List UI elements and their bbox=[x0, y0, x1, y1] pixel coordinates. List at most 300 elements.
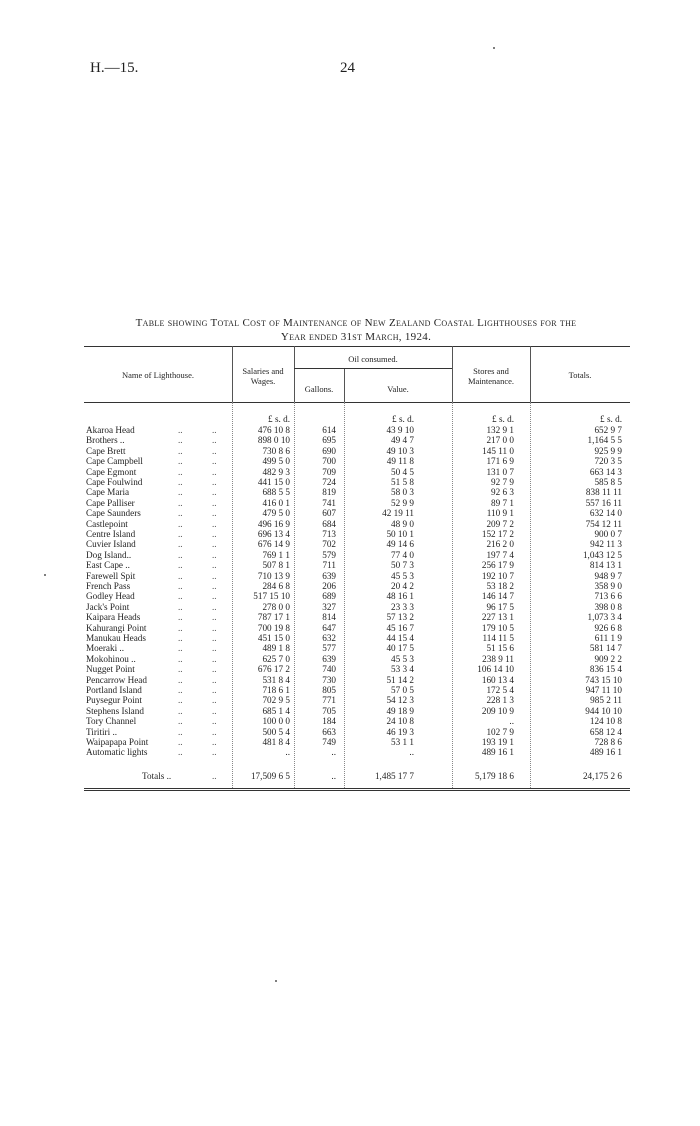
table-row bbox=[84, 426, 630, 435]
table-row bbox=[84, 665, 630, 674]
leader-dots: .. bbox=[178, 518, 183, 529]
lighthouse-name: Cape Campbell bbox=[86, 456, 143, 467]
lighthouse-name: Manukau Heads bbox=[86, 633, 146, 643]
stores-cell: 53 18 2 bbox=[486, 581, 514, 591]
value-cell: 49 4 7 bbox=[391, 435, 414, 446]
value-cell: 48 16 1 bbox=[386, 591, 414, 602]
leader-dots: .. bbox=[178, 549, 183, 560]
gallons-cell: 639 bbox=[322, 653, 336, 664]
leader-dots: .. bbox=[212, 633, 217, 643]
value-cell: 45 16 7 bbox=[386, 622, 414, 633]
units-value: £ s. d. bbox=[392, 414, 414, 424]
stores-cell: 171 6 9 bbox=[486, 456, 514, 467]
lighthouse-name: Automatic lights bbox=[86, 747, 148, 758]
stores-cell: 89 7 1 bbox=[491, 497, 514, 508]
units-stores: £ s. d. bbox=[492, 414, 514, 424]
stores-cell: 179 10 5 bbox=[481, 622, 514, 633]
lighthouse-name: Nugget Point bbox=[86, 664, 135, 675]
lighthouse-name: Cape Saunders bbox=[86, 508, 141, 519]
gallons-cell: 740 bbox=[322, 664, 336, 675]
leader-dots: .. bbox=[212, 445, 217, 456]
leader-dots: .. bbox=[178, 695, 183, 706]
leader-dots: .. bbox=[212, 716, 217, 727]
stray-mark bbox=[44, 574, 46, 576]
header-gallons: Gallons. bbox=[304, 384, 334, 394]
table-row bbox=[84, 551, 630, 560]
stores-cell: 110 9 1 bbox=[486, 508, 514, 519]
lighthouse-name: Jack's Point bbox=[86, 601, 130, 612]
value-cell: 53 3 4 bbox=[391, 664, 414, 675]
value-cell: 23 3 3 bbox=[391, 601, 414, 612]
totals-cell: 944 10 10 bbox=[585, 705, 622, 716]
stores-cell: 131 0 7 bbox=[486, 466, 514, 477]
salaries-cell: 898 0 10 bbox=[257, 435, 290, 446]
gallons-cell: 689 bbox=[322, 591, 336, 602]
table-caption bbox=[86, 316, 626, 344]
leader-dots: .. bbox=[212, 425, 217, 435]
gallons-cell: 741 bbox=[322, 497, 336, 508]
col-divider bbox=[232, 346, 233, 402]
leader-dots: .. bbox=[178, 508, 183, 519]
salaries-cell: 496 16 9 bbox=[257, 518, 290, 529]
table-row bbox=[84, 499, 630, 508]
gallons-cell: 819 bbox=[322, 487, 336, 498]
salaries-cell: 730 8 6 bbox=[262, 445, 290, 456]
totals-cell: 909 2 2 bbox=[594, 653, 622, 664]
header-name: Name of Lighthouse. bbox=[122, 370, 194, 380]
table-row bbox=[84, 603, 630, 612]
lighthouse-name: Cuvier Island bbox=[86, 539, 136, 550]
totals-cell: 585 8 5 bbox=[594, 477, 622, 487]
table-row bbox=[84, 488, 630, 497]
leader-dots: .. bbox=[178, 747, 183, 758]
leader-dots: .. bbox=[212, 466, 217, 477]
value-cell: 51 14 2 bbox=[386, 674, 414, 685]
gallons-cell: 327 bbox=[322, 601, 336, 612]
salaries-cell: 787 17 1 bbox=[257, 612, 290, 623]
stray-mark bbox=[275, 980, 277, 982]
lighthouse-name: Cape Brett bbox=[86, 445, 126, 456]
leader-dots: .. bbox=[178, 539, 183, 550]
lighthouse-name: Waipapapa Point bbox=[86, 737, 149, 747]
gallons-cell: 805 bbox=[322, 685, 336, 695]
stores-cell: 489 16 1 bbox=[481, 747, 514, 758]
salaries-cell: 688 5 5 bbox=[262, 487, 290, 498]
leader-dots: .. bbox=[212, 612, 217, 623]
gallons-cell: 184 bbox=[322, 716, 336, 727]
lighthouse-name: Godley Head bbox=[86, 591, 135, 602]
leader-dots: .. bbox=[212, 726, 217, 737]
value-cell: 46 19 3 bbox=[386, 726, 414, 737]
totals-cell: 754 12 11 bbox=[585, 518, 622, 529]
totals-cell: 836 15 4 bbox=[589, 664, 622, 675]
leader-dots: .. bbox=[178, 685, 183, 695]
gallons-cell: 730 bbox=[322, 674, 336, 685]
leader-dots: .. bbox=[178, 612, 183, 623]
oil-subheader-rule bbox=[294, 368, 452, 369]
stores-cell: 228 1 3 bbox=[486, 695, 514, 706]
lighthouse-name: Kahurangi Point bbox=[86, 622, 147, 633]
stores-cell: .. bbox=[509, 716, 514, 727]
stores-cell: 192 10 7 bbox=[481, 570, 514, 581]
salaries-cell: 441 15 0 bbox=[257, 477, 290, 487]
stores-cell: 92 6 3 bbox=[491, 487, 514, 498]
gallons-cell: 814 bbox=[322, 612, 336, 623]
totals-cell: 728 8 6 bbox=[594, 737, 622, 747]
gallons-cell: 711 bbox=[322, 560, 336, 571]
totals-cell: 720 3 5 bbox=[594, 456, 622, 467]
leader-dots: .. bbox=[212, 581, 217, 591]
gallons-cell: 206 bbox=[322, 581, 336, 591]
table-row bbox=[84, 436, 630, 445]
salaries-cell: 507 8 1 bbox=[262, 560, 290, 571]
stray-mark bbox=[493, 47, 495, 49]
totals-cell: 1,073 3 4 bbox=[587, 612, 622, 623]
table-row bbox=[84, 592, 630, 601]
leader-dots: .. bbox=[212, 529, 217, 539]
lighthouse-name: Tiritiri .. bbox=[86, 726, 118, 737]
salaries-cell: 489 1 8 bbox=[262, 643, 290, 654]
table-row bbox=[84, 696, 630, 705]
salaries-cell: 700 19 8 bbox=[257, 622, 290, 633]
leader-dots: .. bbox=[178, 622, 183, 633]
table-row bbox=[84, 644, 630, 653]
totals-value: 1,485 17 7 bbox=[374, 771, 414, 781]
gallons-cell: 705 bbox=[322, 705, 336, 716]
value-cell: 42 19 11 bbox=[382, 508, 414, 519]
table-row bbox=[84, 707, 630, 716]
salaries-cell: 284 6 8 bbox=[262, 581, 290, 591]
value-cell: 77 4 0 bbox=[391, 549, 414, 560]
totals-cell: 1,043 12 5 bbox=[582, 549, 622, 560]
units-salaries: £ s. d. bbox=[268, 414, 290, 424]
totals-cell: 658 12 4 bbox=[589, 726, 622, 737]
leader-dots: .. bbox=[178, 487, 183, 498]
value-cell: 54 12 3 bbox=[386, 695, 414, 706]
salaries-cell: 696 13 4 bbox=[257, 529, 290, 539]
totals-cell: 398 0 8 bbox=[594, 601, 622, 612]
totals-label: Totals .. bbox=[142, 771, 172, 781]
table-row bbox=[84, 447, 630, 456]
salaries-cell: 100 0 0 bbox=[262, 716, 290, 727]
table-row bbox=[84, 748, 630, 757]
table-row bbox=[84, 655, 630, 664]
stores-cell: 238 9 11 bbox=[482, 653, 514, 664]
totals-dots: .. bbox=[212, 771, 217, 781]
salaries-cell: 517 15 10 bbox=[253, 591, 290, 602]
leader-dots: .. bbox=[178, 601, 183, 612]
lighthouse-name: Centre Island bbox=[86, 529, 136, 539]
leader-dots: .. bbox=[178, 643, 183, 654]
totals-salaries: 17,509 6 5 bbox=[250, 771, 290, 781]
leader-dots: .. bbox=[212, 685, 217, 695]
leader-dots: .. bbox=[212, 737, 217, 747]
gallons-cell: 632 bbox=[322, 633, 336, 643]
leader-dots: .. bbox=[212, 497, 217, 508]
value-cell: 50 7 3 bbox=[391, 560, 414, 571]
totals-cell: 743 15 10 bbox=[585, 674, 622, 685]
value-cell: 50 10 1 bbox=[386, 529, 414, 539]
leader-dots: .. bbox=[212, 747, 217, 758]
header-value: Value. bbox=[387, 384, 409, 394]
lighthouse-name: Cape Foulwind bbox=[86, 477, 143, 487]
value-cell: 20 4 2 bbox=[391, 581, 414, 591]
value-cell: 51 5 8 bbox=[391, 477, 414, 487]
totals-cell: 124 10 8 bbox=[589, 716, 622, 727]
salaries-cell: 676 14 9 bbox=[257, 539, 290, 550]
leader-dots: .. bbox=[178, 726, 183, 737]
totals-cell: 489 16 1 bbox=[589, 747, 622, 758]
salaries-cell: 499 5 0 bbox=[262, 456, 290, 467]
leader-dots: .. bbox=[212, 518, 217, 529]
value-cell: 58 0 3 bbox=[391, 487, 414, 498]
stores-cell: 197 7 4 bbox=[486, 549, 514, 560]
table-row bbox=[84, 509, 630, 518]
totals-cell: 814 13 1 bbox=[589, 560, 622, 571]
value-cell: 24 10 8 bbox=[386, 716, 414, 727]
table-row bbox=[84, 561, 630, 570]
value-cell: .. bbox=[409, 747, 414, 758]
salaries-cell: 702 9 5 bbox=[262, 695, 290, 706]
lighthouse-name: East Cape .. bbox=[86, 560, 130, 571]
value-cell: 45 5 3 bbox=[391, 570, 414, 581]
table-row bbox=[84, 634, 630, 643]
leader-dots: .. bbox=[212, 435, 217, 446]
leader-dots: .. bbox=[178, 581, 183, 591]
value-cell: 45 5 3 bbox=[391, 653, 414, 664]
gallons-cell: 690 bbox=[322, 445, 336, 456]
leader-dots: .. bbox=[178, 529, 183, 539]
leader-dots: .. bbox=[212, 456, 217, 467]
gallons-cell: 577 bbox=[322, 643, 336, 654]
table-row bbox=[84, 468, 630, 477]
salaries-cell: 451 15 0 bbox=[257, 633, 290, 643]
gallons-cell: 724 bbox=[322, 477, 336, 487]
lighthouse-name: Cape Egmont bbox=[86, 466, 137, 477]
col-divider bbox=[452, 346, 453, 402]
lighthouse-name: Cape Palliser bbox=[86, 497, 135, 508]
leader-dots: .. bbox=[212, 539, 217, 550]
table-row bbox=[84, 717, 630, 726]
lighthouse-name: Kaipara Heads bbox=[86, 612, 141, 623]
table-row bbox=[84, 624, 630, 633]
leader-dots: .. bbox=[212, 664, 217, 675]
totals-cell: 947 11 10 bbox=[585, 685, 622, 695]
lighthouse-name: Castlepoint bbox=[86, 518, 128, 529]
bottom-rule-double bbox=[84, 790, 630, 791]
totals-cell: 942 11 3 bbox=[590, 539, 622, 550]
value-cell: 49 14 6 bbox=[386, 539, 414, 550]
leader-dots: .. bbox=[212, 549, 217, 560]
leader-dots: .. bbox=[212, 487, 217, 498]
stores-cell: 172 5 4 bbox=[486, 685, 514, 695]
gallons-cell: 607 bbox=[322, 508, 336, 519]
leader-dots: .. bbox=[212, 622, 217, 633]
table-row bbox=[84, 540, 630, 549]
leader-dots: .. bbox=[178, 570, 183, 581]
totals-cell: 611 1 9 bbox=[594, 633, 622, 643]
lighthouse-name: Mokohinou .. bbox=[86, 653, 136, 664]
leader-dots: .. bbox=[178, 466, 183, 477]
totals-cell: 557 16 11 bbox=[585, 497, 622, 508]
leader-dots: .. bbox=[178, 674, 183, 685]
header-oil: Oil consumed. bbox=[348, 354, 398, 364]
value-cell: 40 17 5 bbox=[386, 643, 414, 654]
stores-cell: 132 9 1 bbox=[486, 425, 514, 435]
page-number: 24 bbox=[340, 60, 355, 76]
header-totals: Totals. bbox=[568, 370, 592, 380]
totals-cell: 358 9 0 bbox=[594, 581, 622, 591]
leader-dots: .. bbox=[178, 497, 183, 508]
leader-dots: .. bbox=[178, 560, 183, 571]
gallons-cell: 700 bbox=[322, 456, 336, 467]
salaries-cell: 685 1 4 bbox=[262, 705, 290, 716]
stores-cell: 146 14 7 bbox=[481, 591, 514, 602]
value-cell: 43 9 10 bbox=[386, 425, 414, 435]
leader-dots: .. bbox=[212, 705, 217, 716]
leader-dots: .. bbox=[178, 425, 183, 435]
table-row bbox=[84, 530, 630, 539]
totals-gallons: .. bbox=[331, 771, 336, 781]
salaries-cell: 676 17 2 bbox=[257, 664, 290, 675]
leader-dots: .. bbox=[212, 591, 217, 602]
table-row bbox=[84, 613, 630, 622]
lighthouse-name: Cape Maria bbox=[86, 487, 130, 498]
value-cell: 49 18 9 bbox=[386, 705, 414, 716]
leader-dots: .. bbox=[212, 653, 217, 664]
stores-cell: 102 7 9 bbox=[486, 726, 514, 737]
salaries-cell: 769 1 1 bbox=[262, 549, 290, 560]
table-row bbox=[84, 520, 630, 529]
totals-cell: 948 9 7 bbox=[594, 570, 622, 581]
gallons-cell: 579 bbox=[322, 549, 336, 560]
stores-cell: 96 17 5 bbox=[486, 601, 514, 612]
stores-cell: 209 7 2 bbox=[486, 518, 514, 529]
totals-cell: 925 9 9 bbox=[594, 445, 622, 456]
value-cell: 57 13 2 bbox=[386, 612, 414, 623]
lighthouse-name: Farewell Spit bbox=[86, 570, 136, 581]
leader-dots: .. bbox=[178, 445, 183, 456]
value-cell: 50 4 5 bbox=[391, 466, 414, 477]
value-cell: 53 1 1 bbox=[391, 737, 414, 747]
lighthouse-name: Portland Island bbox=[86, 685, 142, 695]
lighthouse-name: Tory Channel bbox=[86, 716, 137, 727]
salaries-cell: 718 6 1 bbox=[262, 685, 290, 695]
salaries-cell: 625 7 0 bbox=[262, 653, 290, 664]
leader-dots: .. bbox=[178, 477, 183, 487]
stores-cell: 92 7 9 bbox=[491, 477, 514, 487]
value-cell: 49 10 3 bbox=[386, 445, 414, 456]
gallons-cell: 684 bbox=[322, 518, 336, 529]
leader-dots: .. bbox=[212, 477, 217, 487]
stores-cell: 106 14 10 bbox=[477, 664, 514, 675]
leader-dots: .. bbox=[178, 737, 183, 747]
lighthouse-name: Stephens Island bbox=[86, 705, 144, 716]
gallons-cell: 771 bbox=[322, 695, 336, 706]
totals-cell: 985 2 11 bbox=[590, 695, 622, 706]
header-rule bbox=[84, 402, 630, 403]
table-row bbox=[84, 728, 630, 737]
totals-stores: 5,179 18 6 bbox=[474, 771, 514, 781]
top-rule bbox=[84, 346, 630, 347]
page-reference: H.—15. bbox=[90, 60, 139, 76]
salaries-cell: 416 0 1 bbox=[262, 497, 290, 508]
stores-cell: 114 11 5 bbox=[482, 633, 514, 643]
table-row bbox=[84, 738, 630, 747]
header-stores: Stores and Maintenance. bbox=[467, 366, 515, 386]
gallons-cell: 614 bbox=[322, 425, 336, 435]
salaries-cell: 479 5 0 bbox=[262, 508, 290, 519]
header-salaries: Salaries and Wages. bbox=[242, 366, 284, 386]
stores-cell: 51 15 6 bbox=[486, 643, 514, 654]
leader-dots: .. bbox=[212, 601, 217, 612]
leader-dots: .. bbox=[178, 716, 183, 727]
lighthouse-name: Brothers .. bbox=[86, 435, 125, 446]
leader-dots: .. bbox=[178, 653, 183, 664]
table-row bbox=[84, 676, 630, 685]
gallons-cell: 749 bbox=[322, 737, 336, 747]
totals-row bbox=[84, 772, 630, 781]
totals-cell: 713 6 6 bbox=[594, 591, 622, 602]
bottom-rule bbox=[84, 788, 630, 789]
stores-cell: 152 17 2 bbox=[481, 529, 514, 539]
gallons-cell: 702 bbox=[322, 539, 336, 550]
value-cell: 57 0 5 bbox=[391, 685, 414, 695]
leader-dots: .. bbox=[212, 570, 217, 581]
stores-cell: 160 13 4 bbox=[481, 674, 514, 685]
stores-cell: 217 0 0 bbox=[486, 435, 514, 446]
table-row bbox=[84, 686, 630, 695]
gallons-cell: .. bbox=[331, 747, 336, 758]
totals-totals: 24,175 2 6 bbox=[582, 771, 622, 781]
salaries-cell: .. bbox=[285, 747, 290, 758]
table-row bbox=[84, 582, 630, 591]
leader-dots: .. bbox=[178, 435, 183, 446]
table-row bbox=[84, 457, 630, 466]
salaries-cell: 481 8 4 bbox=[262, 737, 290, 747]
stores-cell: 209 10 9 bbox=[481, 705, 514, 716]
value-cell: 52 9 9 bbox=[391, 497, 414, 508]
gallons-cell: 639 bbox=[322, 570, 336, 581]
table-row bbox=[84, 572, 630, 581]
leader-dots: .. bbox=[178, 633, 183, 643]
salaries-cell: 531 8 4 bbox=[262, 674, 290, 685]
gallons-cell: 647 bbox=[322, 622, 336, 633]
stores-cell: 193 19 1 bbox=[481, 737, 514, 747]
leader-dots: .. bbox=[178, 456, 183, 467]
leader-dots: .. bbox=[212, 643, 217, 654]
lighthouse-name: Puysegur Point bbox=[86, 695, 142, 706]
leader-dots: .. bbox=[178, 705, 183, 716]
value-cell: 49 11 8 bbox=[386, 456, 414, 467]
totals-cell: 926 6 8 bbox=[594, 622, 622, 633]
lighthouse-name: Dog Island.. bbox=[86, 549, 132, 560]
lighthouse-name: Moeraki .. bbox=[86, 643, 125, 654]
totals-cell: 652 9 7 bbox=[594, 425, 622, 435]
gallons-cell: 695 bbox=[322, 435, 336, 446]
lighthouse-name: Pencarrow Head bbox=[86, 674, 147, 685]
leader-dots: .. bbox=[178, 664, 183, 675]
leader-dots: .. bbox=[212, 695, 217, 706]
totals-cell: 581 14 7 bbox=[589, 643, 622, 654]
caption-line-1: Table showing Total Cost of Maintenance of New Zealand Coastal Lighthouses for the bbox=[135, 317, 577, 329]
gallons-cell: 663 bbox=[322, 726, 336, 737]
salaries-cell: 482 9 3 bbox=[262, 466, 290, 477]
leader-dots: .. bbox=[212, 508, 217, 519]
totals-cell: 1,164 5 5 bbox=[587, 435, 622, 446]
lighthouse-name: French Pass bbox=[86, 581, 131, 591]
value-cell: 48 9 0 bbox=[391, 518, 414, 529]
